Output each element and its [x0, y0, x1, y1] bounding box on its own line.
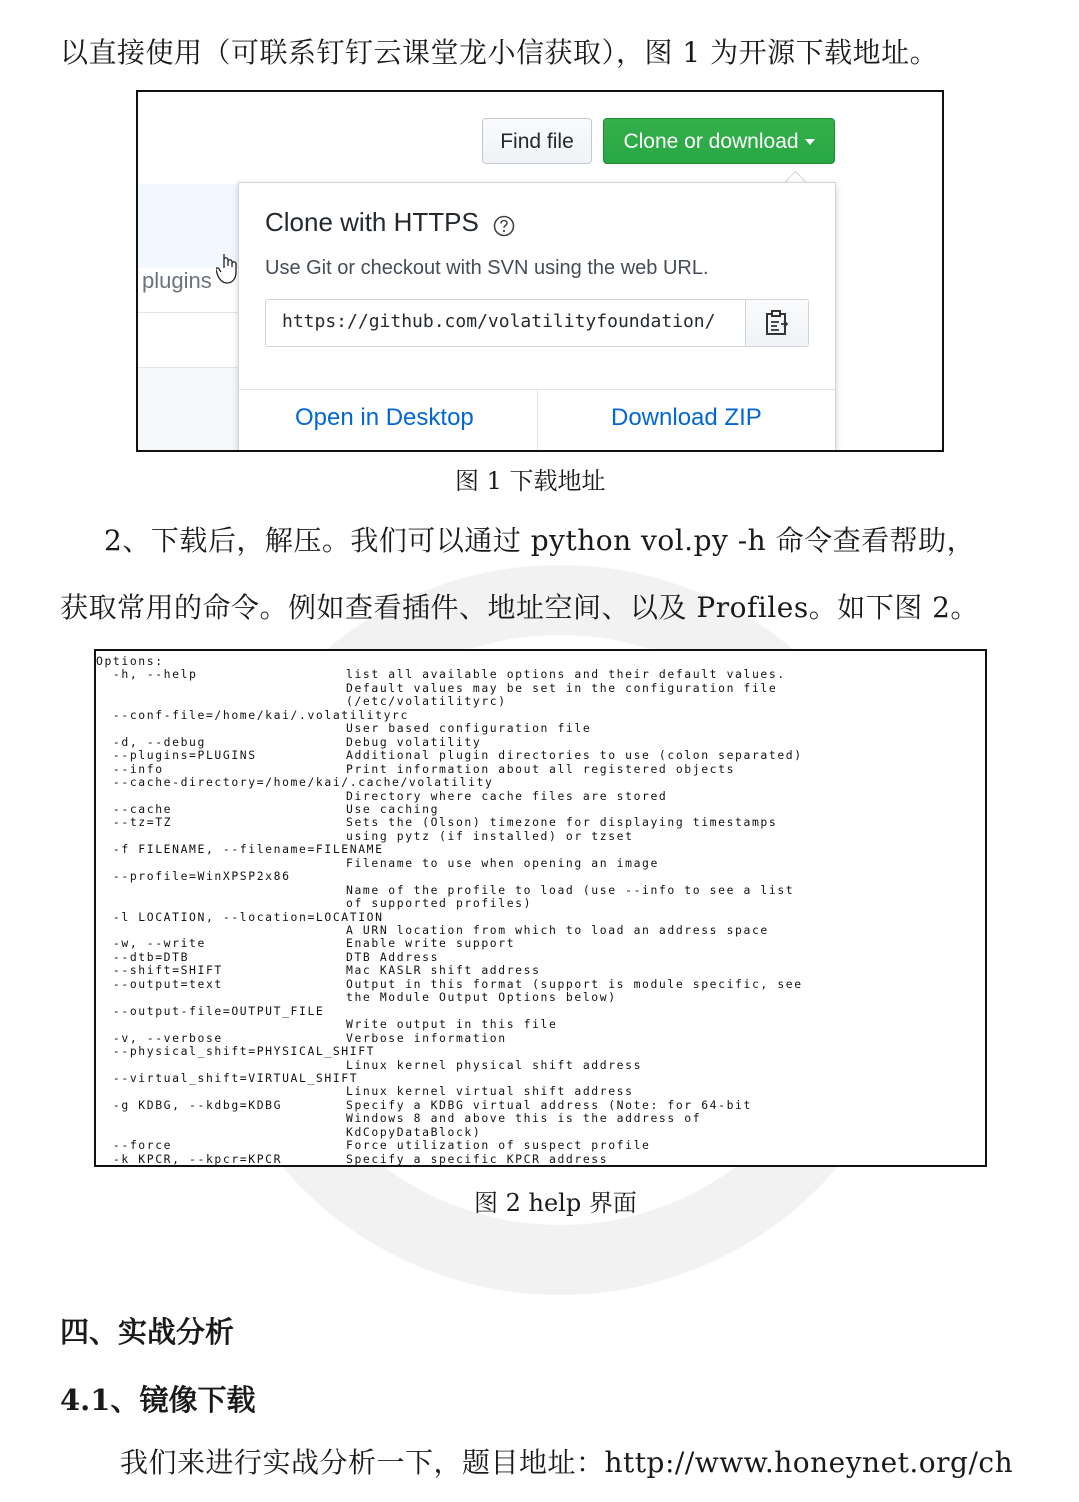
- help-description: Print information about all registered objects: [346, 761, 736, 776]
- hand-cursor-icon: [216, 252, 240, 286]
- help-option: -h, --help: [96, 667, 198, 682]
- help-description: Directory where cache files are stored: [346, 788, 668, 803]
- help-option: --dtb=DTB: [96, 949, 190, 964]
- figure-2-terminal: [94, 649, 987, 1167]
- help-option: --cache: [96, 801, 173, 816]
- help-description: A URN location from which to load an address space: [346, 923, 769, 937]
- figure-2-caption: 图 2 help 界面: [474, 1189, 637, 1217]
- help-description: Sets the (Olson) timezone for displaying timestamps: [346, 815, 778, 830]
- intro-line: 以直接使用（可联系钉钉云课堂龙小信获取），图 1 为开源下载地址。: [60, 36, 939, 69]
- file-list-divider: [138, 312, 238, 313]
- help-description: DTB Address: [346, 949, 440, 964]
- clone-url-text: https://github.com/volatilityfoundation/: [282, 311, 716, 332]
- help-description: Linux kernel physical shift address: [346, 1057, 643, 1072]
- popup-title: Clone with HTTPS: [265, 207, 479, 237]
- subsection-heading: 4.1、镜像下载: [60, 1383, 256, 1417]
- clone-button-label: Clone or download: [623, 130, 799, 153]
- help-description: Specify a KDBG virtual address (Note: for 64-bit: [346, 1097, 752, 1112]
- help-option: --tz=TZ: [96, 815, 173, 830]
- help-description: Linux kernel virtual shift address: [346, 1084, 634, 1099]
- footer-divider: [537, 390, 538, 452]
- help-description: Debug volatility: [346, 734, 482, 749]
- help-description: Use caching: [346, 801, 440, 816]
- help-option: --shift=SHIFT: [96, 963, 223, 978]
- help-description: Name of the profile to load (use --info to see a list: [346, 882, 795, 897]
- help-description: Specify a specific KPCR address: [346, 1151, 609, 1166]
- popup-footer: [239, 389, 835, 452]
- help-description: User based configuration file: [346, 721, 592, 736]
- help-description: Additional plugin directories to use (colon separated): [346, 748, 803, 763]
- help-option: -l LOCATION, --location=LOCATION: [96, 909, 384, 924]
- section-line: 我们来进行实战分析一下，题目地址：http://www.honeynet.org/ch: [120, 1446, 1014, 1479]
- help-description: Verbose information: [346, 1030, 507, 1045]
- clone-url-field[interactable]: [265, 299, 809, 347]
- help-option: --conf-file=/home/kai/.volatilityrc: [96, 707, 409, 722]
- popup-subtitle: Use Git or checkout with SVN using the web URL.: [265, 257, 709, 279]
- help-option: -d, --debug: [96, 734, 206, 749]
- help-description: KdCopyDataBlock): [346, 1124, 482, 1139]
- help-option: -k KPCR, --kpcr=KPCR: [96, 1151, 283, 1166]
- plugins-folder-link[interactable]: plugins: [142, 268, 212, 293]
- caret-down-icon: [805, 139, 815, 145]
- open-in-desktop-link[interactable]: Open in Desktop: [295, 404, 474, 431]
- section-heading: 四、实战分析: [60, 1315, 235, 1349]
- question-circle-icon[interactable]: [493, 215, 515, 237]
- help-option: --output=text: [96, 976, 223, 991]
- help-description: Output in this format (support is module specific, see: [346, 976, 803, 991]
- help-option: --force: [96, 1138, 173, 1153]
- help-option: -v, --verbose: [96, 1030, 223, 1045]
- help-description: Enable write support: [346, 936, 516, 951]
- figure-1-screenshot: [136, 90, 944, 452]
- help-description: Default values may be set in the configuration file: [346, 680, 778, 695]
- help-option: --cache-directory=/home/kai/.cache/volatility: [96, 775, 494, 790]
- help-option: --virtual_shift=VIRTUAL_SHIFT: [96, 1070, 359, 1085]
- help-description: Mac KASLR shift address: [346, 963, 541, 978]
- help-option: --profile=WinXPSP2x86: [96, 869, 291, 884]
- clipboard-icon: [765, 310, 789, 336]
- help-option: Options:: [96, 654, 164, 668]
- help-description: list all available options and their default values.: [346, 667, 786, 682]
- help-option: --physical_shift=PHYSICAL_SHIFT: [96, 1044, 376, 1059]
- help-description: (/etc/volatilityrc): [346, 694, 507, 709]
- help-option: --plugins=PLUGINS: [96, 748, 257, 763]
- step2-line2: 获取常用的命令。例如查看插件、地址空间、以及 Profiles。如下图 2。: [60, 591, 979, 624]
- clone-popup: [238, 182, 836, 452]
- help-option: -w, --write: [96, 936, 206, 951]
- clone-or-download-button[interactable]: [603, 118, 835, 164]
- find-file-button[interactable]: Find file: [482, 118, 592, 164]
- help-description: Windows 8 and above this is the address of: [346, 1111, 702, 1126]
- help-description: the Module Output Options below): [346, 990, 617, 1005]
- help-option: --output-file=OUTPUT_FILE: [96, 1003, 325, 1018]
- help-description: Write output in this file: [346, 1017, 558, 1032]
- copy-to-clipboard-button[interactable]: [745, 300, 808, 346]
- download-zip-link[interactable]: Download ZIP: [611, 404, 762, 431]
- help-description: of supported profiles): [346, 896, 533, 911]
- help-description: using pytz (if installed) or tzset: [346, 828, 634, 843]
- help-description: Filename to use when opening an image: [346, 855, 659, 870]
- figure-1-caption: 图 1 下载地址: [455, 467, 606, 495]
- step2-line1: 2、下载后，解压。我们可以通过 python vol.py -h 命令查看帮助，: [104, 524, 976, 557]
- file-list-row: [138, 367, 238, 452]
- help-option: -f FILENAME, --filename=FILENAME: [96, 842, 384, 857]
- help-option: -g KDBG, --kdbg=KDBG: [96, 1097, 283, 1112]
- help-option: --info: [96, 761, 164, 776]
- help-description: Force utilization of suspect profile: [346, 1138, 651, 1153]
